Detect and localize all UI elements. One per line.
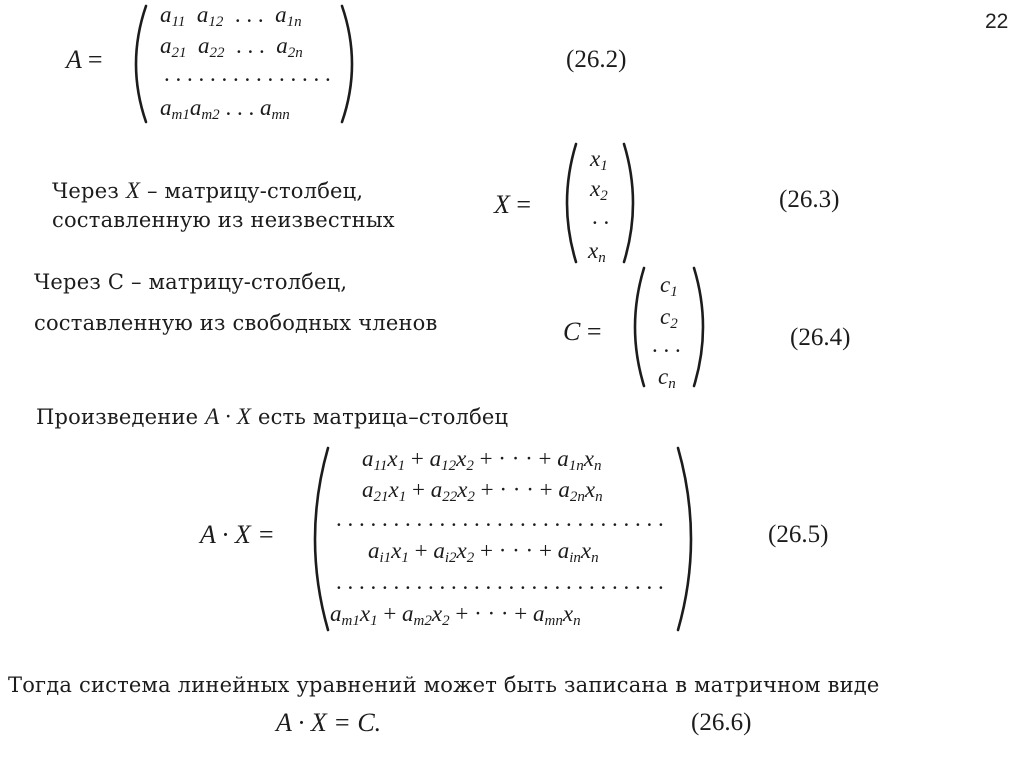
eq-26-2-left-paren bbox=[122, 2, 152, 126]
eq-26-3-row-2: $x_2$ bbox=[590, 176, 608, 204]
eq-26-5-row-4: $a_{i1}x_1 + a_{i2}x_2$ + · · · + $a_{in}x_n$ bbox=[368, 538, 599, 566]
eq-26-2-right-paren bbox=[336, 2, 366, 126]
eq-26-4-row-4: $c_n$ bbox=[658, 364, 676, 392]
eq-26-5-right-paren bbox=[672, 444, 708, 634]
eq-26-3-number: (26.3) bbox=[779, 186, 840, 213]
final-text: Тогда система линейных уравнений может быть записана в матричном виде bbox=[8, 673, 880, 697]
eq-26-4-row-3: . . . bbox=[652, 332, 681, 357]
eq-26-2-row-2: $a_{21}$ $a_{22}$ . . . $a_{2n}$ bbox=[160, 33, 303, 61]
eq-26-2-lhs: A = bbox=[66, 45, 103, 74]
eq-26-4-right-paren bbox=[688, 264, 716, 390]
x-intro-line-2: составленную из неизвестных bbox=[52, 208, 395, 232]
eq-26-5-row-5: . . . . . . . . . . . . . . . . . . . . . . . . . . . . . bbox=[336, 569, 664, 594]
eq-26-6-expr: A · X = C. bbox=[276, 708, 382, 737]
c-intro-line-2: составленную из свободных членов bbox=[34, 311, 438, 335]
eq-26-2-row-4: $a_{m1}a_{m2}$ . . . $a_{mn}$ bbox=[160, 95, 290, 123]
eq-26-2-row-3: . . . . . . . . . . . . . . . bbox=[164, 61, 331, 86]
eq-26-3-row-3: . . bbox=[592, 204, 610, 229]
eq-26-5-lhs: A · X = bbox=[200, 520, 275, 549]
eq-26-6-number: (26.6) bbox=[691, 709, 752, 736]
x-intro-line-1: Через X – матрицу-столбец, bbox=[52, 178, 364, 203]
eq-26-5-row-2: $a_{21}x_1 + a_{22}x_2$ + · · · + $a_{2n}x_n$ bbox=[362, 477, 603, 505]
eq-26-4-number: (26.4) bbox=[790, 324, 851, 351]
c-intro-line-1: Через С – матрицу-столбец, bbox=[34, 270, 348, 294]
eq-26-4-lhs: C = bbox=[563, 317, 602, 346]
eq-26-3-row-1: $x_1$ bbox=[590, 146, 608, 174]
eq-26-4-row-1: $c_1$ bbox=[660, 272, 678, 300]
eq-26-5-row-3: . . . . . . . . . . . . . . . . . . . . . . . . . . . . . bbox=[336, 506, 664, 531]
eq-26-3-row-4: $x_n$ bbox=[588, 238, 606, 266]
eq-26-2-row-1: $a_{11}$ $a_{12}$ . . . $a_{1n}$ bbox=[160, 2, 302, 30]
product-intro: Произведение A · X есть матрица–столбец bbox=[36, 404, 509, 429]
eq-26-4-left-paren bbox=[622, 264, 650, 390]
eq-26-2-number: (26.2) bbox=[566, 46, 627, 73]
eq-26-5-row-6: $a_{m1}x_1 + a_{m2}x_2$ + · · · + $a_{mn}x_n$ bbox=[330, 601, 581, 629]
eq-26-5-row-1: $a_{11}x_1 + a_{12}x_2$ + · · · + $a_{1n}x_n$ bbox=[362, 446, 602, 474]
eq-26-5-number: (26.5) bbox=[768, 521, 829, 548]
eq-26-4-row-2: $c_2$ bbox=[660, 304, 678, 332]
eq-26-3-left-paren bbox=[554, 140, 582, 266]
eq-26-5-left-paren bbox=[298, 444, 334, 634]
eq-26-3-right-paren bbox=[618, 140, 646, 266]
page-number: 22 bbox=[985, 10, 1009, 33]
eq-26-3-lhs: X = bbox=[494, 190, 532, 219]
